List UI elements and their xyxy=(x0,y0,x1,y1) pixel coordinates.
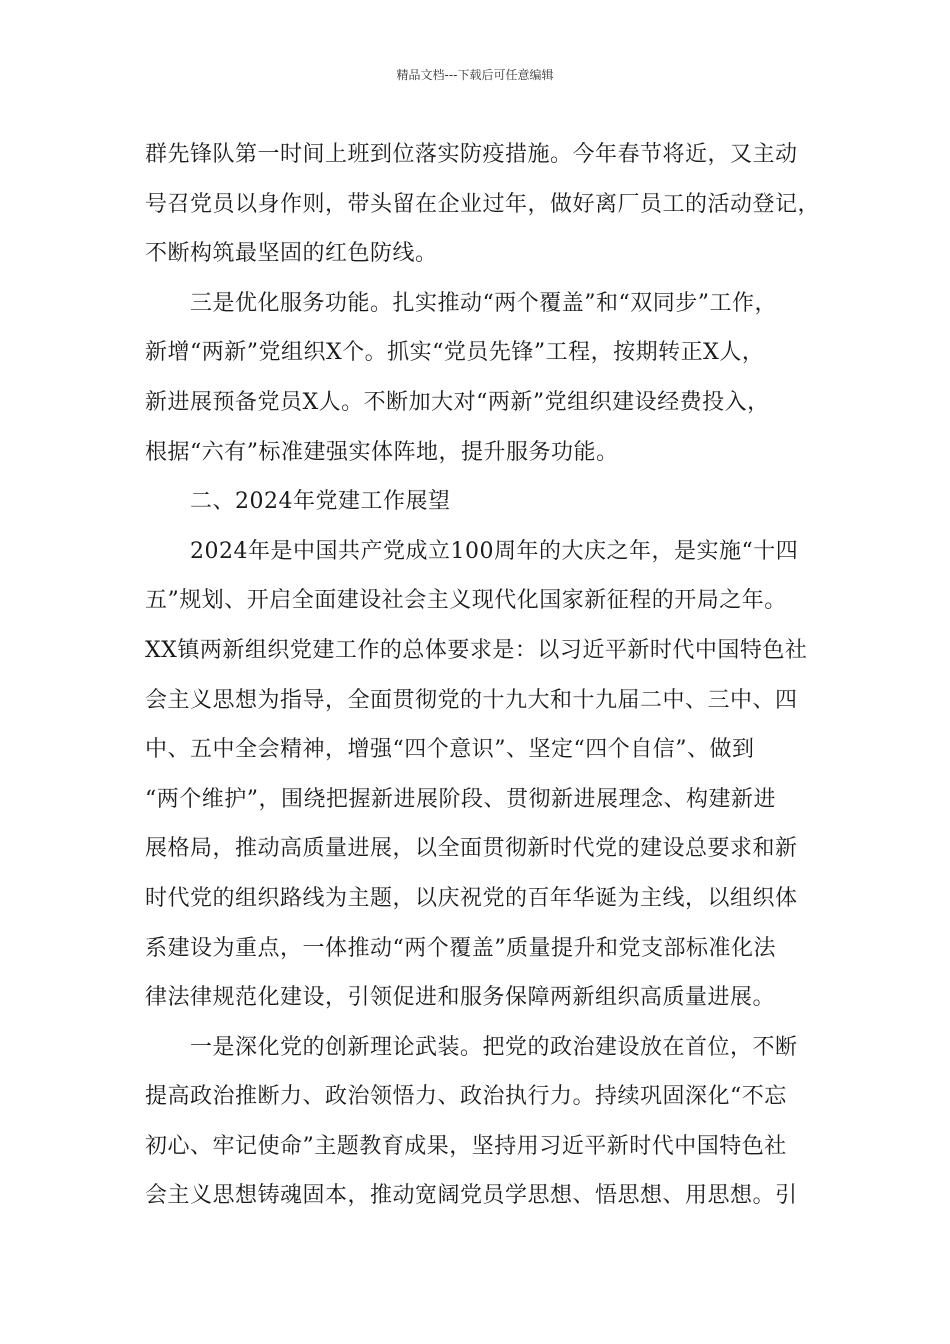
text-line: 系建设为重点，一体推动“两个覆盖”质量提升和党支部标准化法 xyxy=(145,935,776,961)
text-line: 时代党的组织路线为主题，以庆祝党的百年华诞为主线，以组织体 xyxy=(145,885,798,911)
text-line: 中、五中全会精神，增强“四个意识”、坚定“四个自信”、做到 xyxy=(145,737,755,763)
text-line: 展格局，推动高质量进展，以全面贯彻新时代党的建设总要求和新 xyxy=(145,836,798,862)
text-line: 五”规划、开启全面建设社会主义现代化国家新征程的开局之年。 xyxy=(145,588,787,614)
section-heading: 二、2024年党建工作展望 xyxy=(145,489,451,515)
page-header: 精品文档---下载后可任意编辑 xyxy=(396,68,554,82)
text-line: 提高政治推断力、政治领悟力、政治执行力。持续巩固深化“不忘 xyxy=(145,1084,787,1110)
text-line: 一是深化党的创新理论武装。把党的政治建设放在首位，不断 xyxy=(145,1034,798,1060)
text-line: “两个维护”，围绕把握新进展阶段、贯彻新进展理念、构建新进 xyxy=(145,786,776,812)
text-line: 根据“六有”标准建强实体阵地，提升服务功能。 xyxy=(145,439,619,465)
text-line: 会主义思想为指导，全面贯彻党的十九大和十九届二中、三中、四 xyxy=(145,687,798,713)
text-line: 律法律规范化建设，引领促进和服务保障两新组织高质量进展。 xyxy=(145,985,776,1011)
text-line: 初心、牢记使命”主题教育成果，坚持用习近平新时代中国特色社 xyxy=(145,1133,787,1159)
text-line: 新进展预备党员X人。不断加大对“两新”党组织建设经费投入， xyxy=(145,389,770,415)
text-line: 群先锋队第一时间上班到位落实防疫措施。今年春节将近，又主动 xyxy=(145,142,798,167)
text-line: 会主义思想铸魂固本，推动宽阔党员学思想、悟思想、用思想。引 xyxy=(145,1183,798,1209)
text-line: 号召党员以身作则，带头留在企业过年，做好离厂员工的活动登记， xyxy=(145,191,821,217)
text-line: 三是优化服务功能。扎实推动“两个覆盖”和“双同步”工作， xyxy=(145,290,777,316)
text-line: 不断构筑最坚固的红色防线。 xyxy=(145,241,438,267)
text-line: 2024年是中国共产党成立100周年的大庆之年，是实施“十四 xyxy=(145,538,799,564)
text-line: XX镇两新组织党建工作的总体要求是：以习近平新时代中国特色社 xyxy=(145,637,808,663)
text-line: 新增“两新”党组织X个。抓实“党员先锋”工程，按期转正X人， xyxy=(145,340,765,366)
document-body xyxy=(145,130,821,1221)
